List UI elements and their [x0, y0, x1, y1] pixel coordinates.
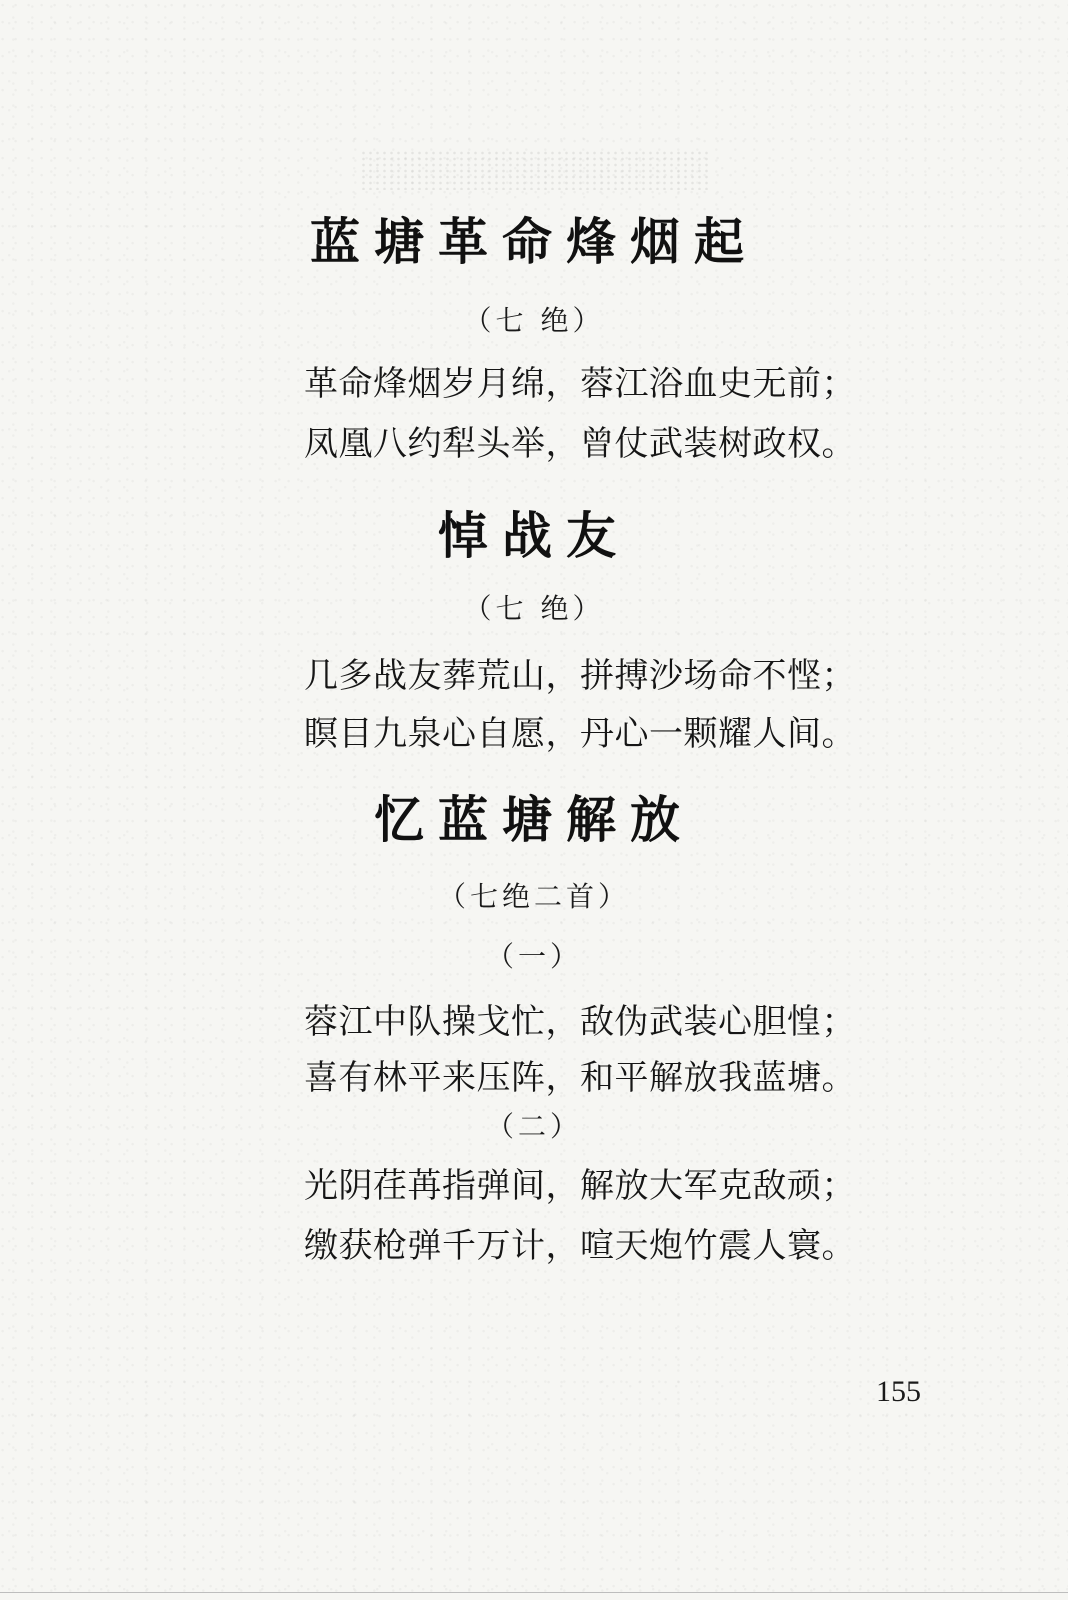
poem-line: 蓉江中队操戈忙，敌伪武装心胆惶； — [304, 1002, 856, 1042]
bottom-divider — [0, 1592, 1068, 1593]
poem-title: 忆蓝塘解放 — [374, 790, 694, 849]
poem-part-label: （二） — [485, 1110, 582, 1143]
poem-line: 缴获枪弹千万计，喧天炮竹震人寰。 — [304, 1226, 856, 1266]
poem-line: 几多战友葬荒山，拼搏沙场命不悭； — [304, 656, 856, 696]
page-number: 155 — [876, 1375, 921, 1408]
poem-form: （七 绝） — [463, 304, 605, 337]
poem-line: 光阴荏苒指弹间，解放大军克敌顽； — [304, 1166, 856, 1206]
poem-form: （七绝二首） — [437, 880, 630, 913]
poem-line: 革命烽烟岁月绵，蓉江浴血史无前； — [304, 364, 856, 404]
poem-line: 喜有林平来压阵，和平解放我蓝塘。 — [304, 1058, 856, 1098]
poem-title: 悼战友 — [438, 506, 630, 565]
print-smudge — [360, 150, 710, 190]
poem-part-label: （一） — [485, 940, 582, 973]
poem-form: （七 绝） — [463, 592, 605, 625]
poem-line: 瞑目九泉心自愿，丹心一颗耀人间。 — [304, 714, 856, 754]
poem-line: 凤凰八约犁头举，曾仗武装树政权。 — [304, 424, 856, 464]
poem-title: 蓝塘革命烽烟起 — [310, 212, 758, 271]
